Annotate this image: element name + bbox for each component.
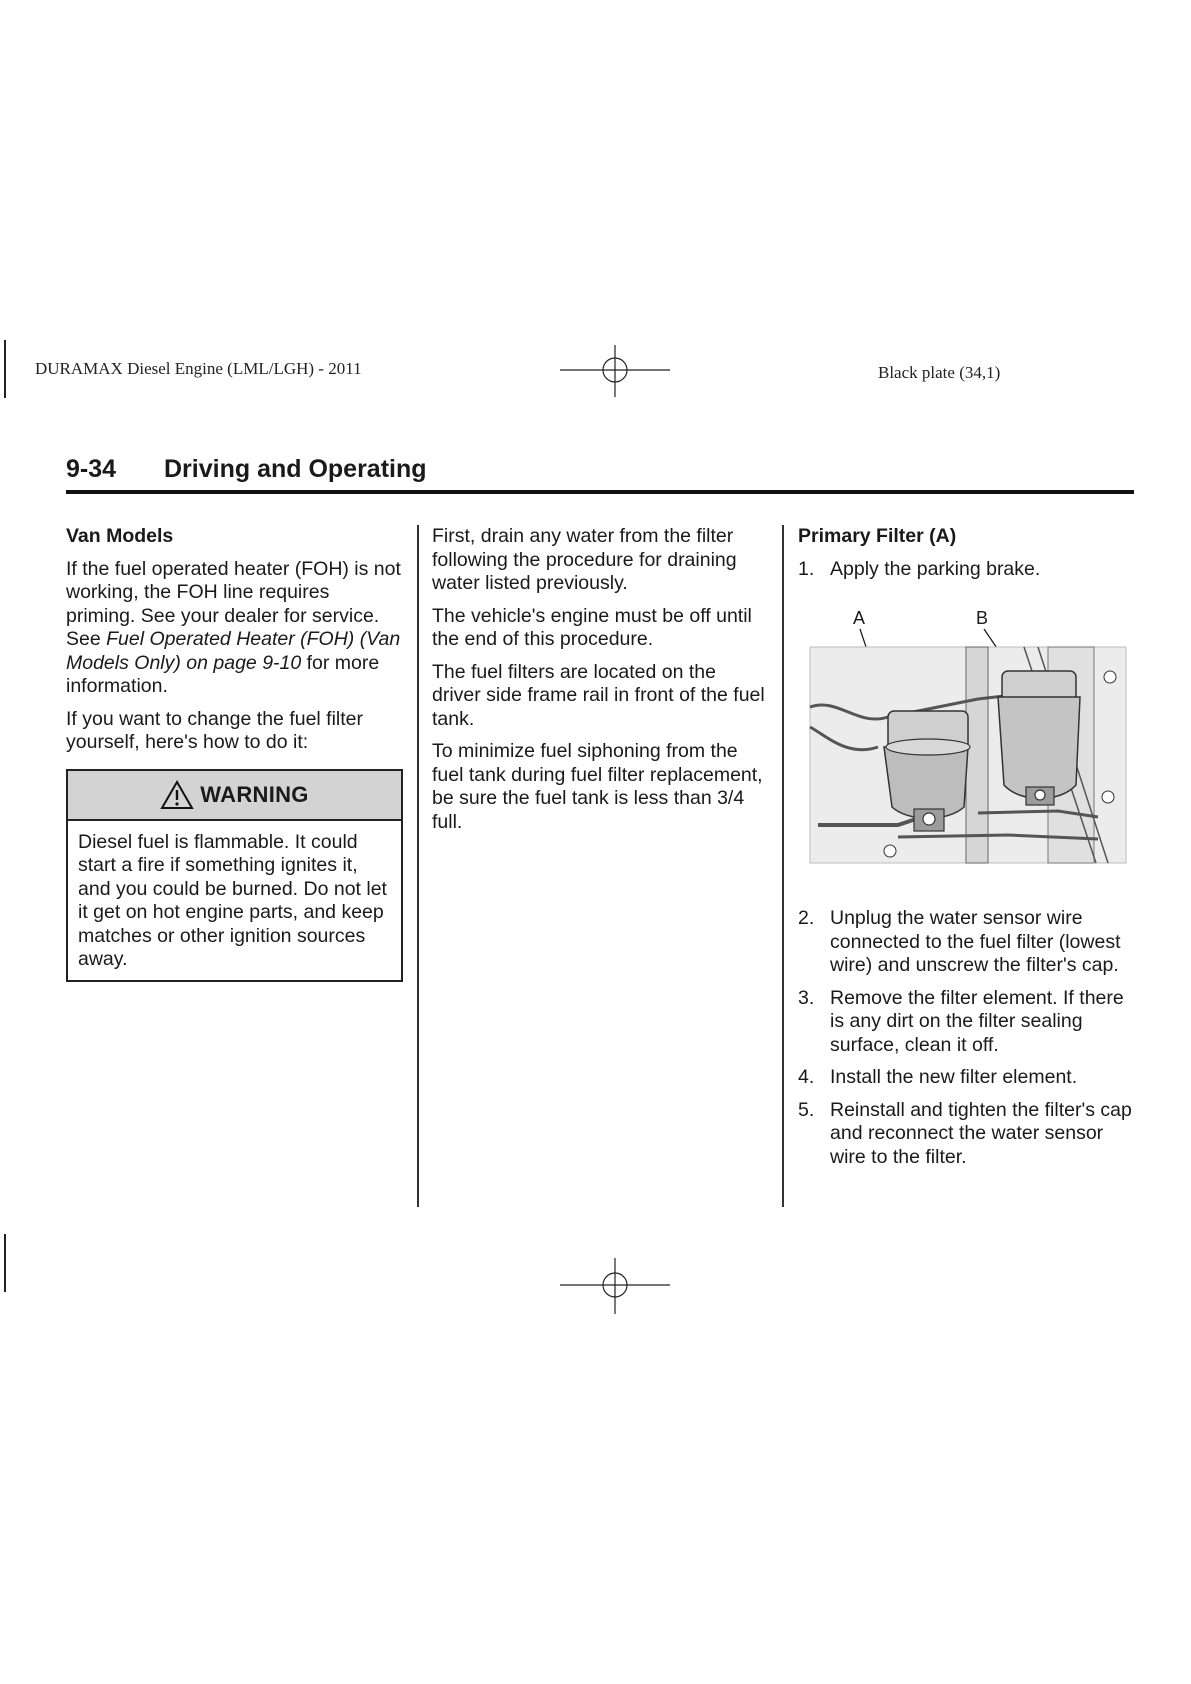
plate-right-text: Black plate (34,1) [878,363,1001,382]
warning-body: Diesel fuel is flammable. It could start a fire if something ignites it, and you could be burned. Do not let it get on hot engine parts, and keep matches or other ignition sources away. [78,830,387,970]
column-2 [432,525,770,843]
crop-mark-left-bottom [4,1234,6,1292]
warning-header [68,771,401,821]
fuel-filter-illustration [798,607,1134,879]
page-header [66,455,1134,495]
steps-list-start [798,558,1134,582]
header-rule [66,490,1134,494]
list-item [798,907,1134,978]
figure-label-a: A [853,608,866,628]
section-title: Driving and Operating [164,455,427,483]
crop-mark-left-top [4,340,6,398]
column-divider-1 [417,525,419,1207]
engine-off-paragraph: The vehicle's engine must be off until the end of this procedure. [432,604,752,650]
page-number: 9-34 [66,455,117,483]
list-item [798,1066,1134,1090]
step-number: 3. [798,986,815,1009]
van-models-heading: Van Models [66,525,174,547]
fuel-filter-figure [798,607,1134,879]
list-item [798,1099,1134,1170]
registration-mark-bottom [560,1258,670,1318]
list-item [798,987,1134,1058]
column-1 [66,525,403,982]
list-item [798,558,1134,582]
change-filter-paragraph: If you want to change the fuel filter yourself, here's how to do it: [66,707,364,753]
registration-mark-top [560,345,670,405]
step-text: Remove the filter element. If there is any dirt on the filter sealing surface, clean it off. [830,986,1124,1056]
warning-triangle-icon [160,780,194,810]
step-number: 2. [798,907,815,929]
filter-location-paragraph: The fuel filters are located on the driver side frame rail in front of the fuel tank. [432,660,765,730]
column-3 [798,525,1134,1178]
figure-label-b: B [976,608,989,628]
step-text: Apply the parking brake. [830,557,1041,580]
step-text: Unplug the water sensor wire connected to the fuel filter (lowest wire) and unscrew the filter's cap. [830,907,1121,976]
step-number: 4. [798,1066,815,1088]
foh-paragraph: If the fuel operated heater (FOH) is not working, the FOH line requires priming. See your dealer for service. See Fuel Operated Heater (FOH) (Van Models Only) on page 9-10 for more information. [66,557,401,697]
drain-water-paragraph: First, drain any water from the filter following the procedure for draining water listed previously. [432,525,737,594]
warning-box [66,769,403,982]
column-divider-2 [782,525,784,1207]
steps-list [798,907,1134,1169]
step-number: 5. [798,1098,815,1121]
step-text: Install the new filter element. [830,1066,1078,1088]
foh-page-reference: Fuel Operated Heater (FOH) (Van Models Only) on page 9-10 [66,628,401,674]
plate-left-text: DURAMAX Diesel Engine (LML/LGH) - 2011 [35,359,362,378]
siphoning-paragraph: To minimize fuel siphoning from the fuel tank during fuel filter replacement, be sure the fuel tank is less than 3/4 full. [432,740,763,833]
primary-filter-heading: Primary Filter (A) [798,525,957,547]
step-number: 1. [798,557,815,580]
step-text: Reinstall and tighten the filter's cap and reconnect the water sensor wire to the filter. [830,1098,1132,1168]
warning-title: WARNING [200,781,309,807]
